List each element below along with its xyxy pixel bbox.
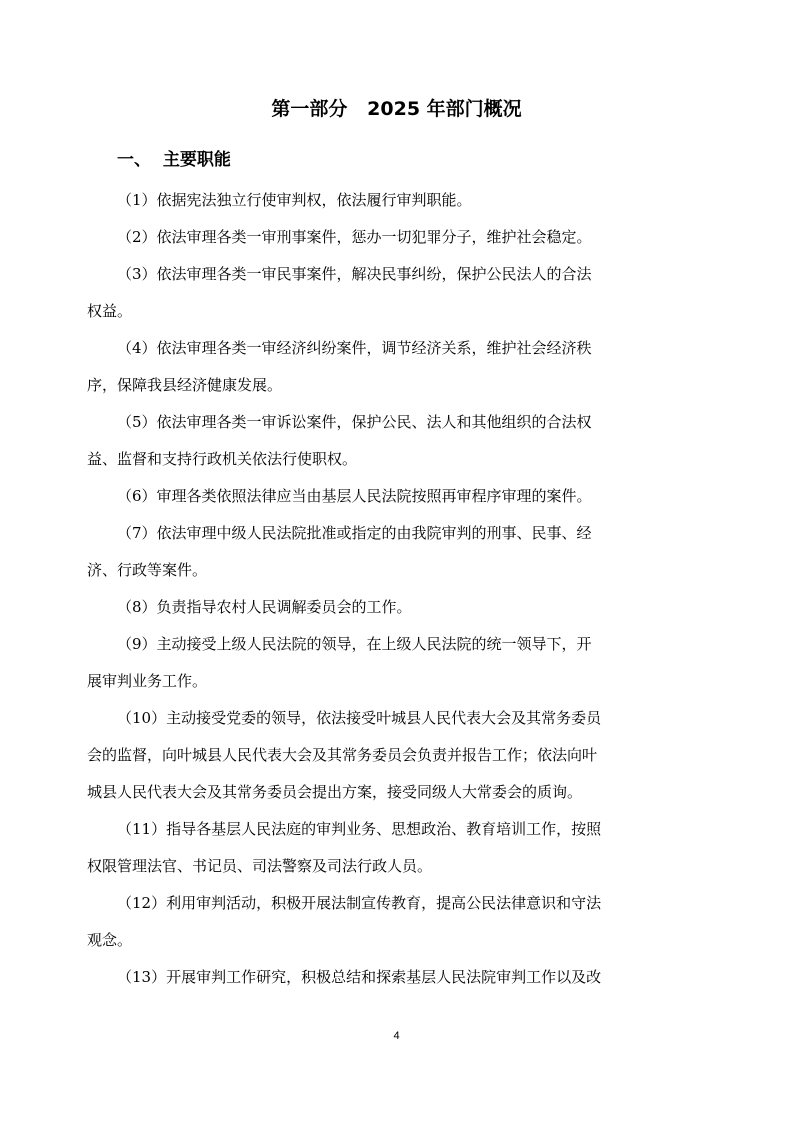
page-number: 4 — [393, 1030, 400, 1042]
paragraph-line: 济、行政等案件。 — [87, 561, 208, 579]
paragraph — [87, 885, 707, 959]
paragraph-line: （2）依法审理各类一审刑事案件，惩办一切犯罪分子，维护社会稳定。 — [117, 228, 592, 246]
paragraph-line: 城县人民代表大会及其常务委员会提出方案，接受同级人大常委会的质询。 — [87, 783, 583, 801]
paragraph — [87, 330, 707, 404]
paragraph-line: 会的监督，向叶城县人民代表大会及其常务委员会负责并报告工作；依法向叶 — [87, 746, 598, 764]
page-title: 第一部分 2025 年部门概况 — [271, 98, 522, 120]
paragraph — [87, 515, 707, 589]
paragraph-line: （4）依法审理各类一审经济纠纷案件，调节经济关系，维护社会经济秩 — [117, 339, 592, 357]
paragraph-line: （10）主动接受党委的领导，依法接受叶城县人民代表大会及其常务委员 — [117, 709, 602, 727]
paragraph-line: 展审判业务工作。 — [87, 672, 208, 690]
paragraph-line: （11）指导各基层人民法庭的审判业务、思想政治、教育培训工作，按照 — [117, 820, 602, 838]
paragraph-line: 益、监督和支持行政机关依法行使职权。 — [87, 450, 358, 468]
section-heading: 一、 主要职能 — [117, 150, 231, 170]
paragraph — [117, 959, 707, 996]
paragraph — [117, 589, 707, 626]
paragraph-line: （8）负责指导农村人民调解委员会的工作。 — [117, 598, 412, 616]
paragraph — [117, 182, 707, 219]
paragraph-line: （1）依据宪法独立行使审判权，依法履行审判职能。 — [117, 191, 472, 209]
paragraph-line: （7）依法审理中级人民法院批准或指定的由我院审判的刑事、民事、经 — [117, 524, 592, 542]
paragraph-line: （12）利用审判活动，积极开展法制宣传教育，提高公民法律意识和守法 — [117, 894, 602, 912]
paragraph-line: （13）开展审判工作研究，积极总结和探索基层人民法院审判工作以及改 — [117, 968, 602, 986]
paragraph-line: （6）审理各类依照法律应当由基层人民法院按照再审程序审理的案件。 — [117, 487, 592, 505]
paragraph — [87, 404, 707, 478]
paragraph-line: （9）主动接受上级人民法院的领导，在上级人民法院的统一领导下，开 — [117, 635, 592, 653]
paragraph — [87, 700, 707, 811]
body-text — [87, 182, 707, 996]
paragraph-line: 观念。 — [87, 931, 133, 949]
paragraph — [87, 626, 707, 700]
paragraph-line: （5）依法审理各类一审诉讼案件，保护公民、法人和其他组织的合法权 — [117, 413, 592, 431]
paragraph — [87, 811, 707, 885]
paragraph — [117, 219, 707, 256]
paragraph-line: （3）依法审理各类一审民事案件，解决民事纠纷，保护公民法人的合法 — [117, 265, 592, 283]
paragraph — [117, 478, 707, 515]
paragraph-line: 序，保障我县经济健康发展。 — [87, 376, 283, 394]
paragraph — [87, 256, 707, 330]
paragraph-line: 权限管理法官、书记员、司法警察及司法行政人员。 — [87, 857, 433, 875]
paragraph-line: 权益。 — [87, 302, 133, 320]
